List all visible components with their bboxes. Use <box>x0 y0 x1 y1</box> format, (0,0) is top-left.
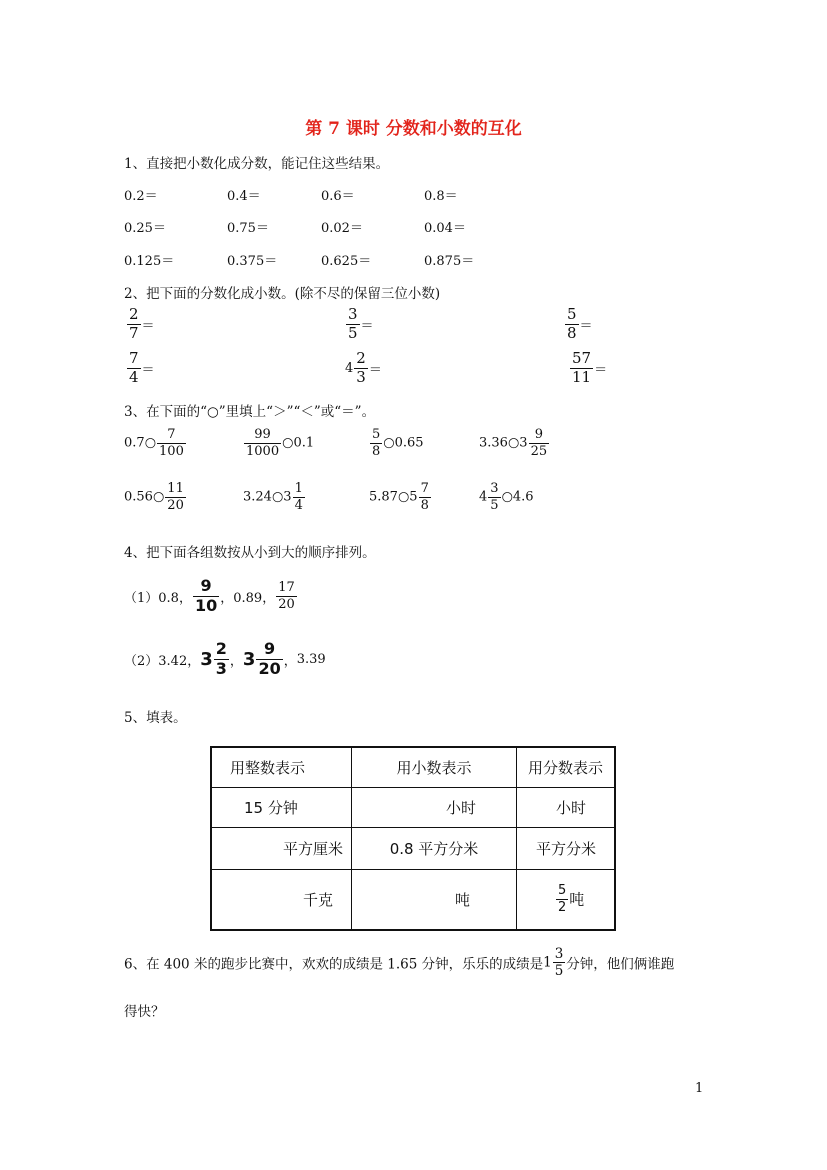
fraction: $\frac{9}{20}$ <box>258 639 281 678</box>
q5-prompt: 5、填表。 <box>124 710 187 726</box>
q1-item: 0.75＝ <box>227 221 269 236</box>
fraction: $\frac{5}{2}$ <box>558 883 567 915</box>
table-header: 用分数表示 <box>517 747 616 787</box>
page-title: 第 7 课时 分数和小数的互化 <box>305 119 522 139</box>
fraction: $\frac{7}{100}$ <box>159 427 184 459</box>
q3-prompt: 3、在下面的“○”里填上“＞”“＜”或“＝”。 <box>124 404 376 420</box>
fraction: $\frac{5}{8}$ <box>372 427 381 459</box>
fraction: $\frac{7}{4}$ <box>129 349 139 386</box>
q2-item: $\frac{57}{11}$ ＝ <box>572 349 608 386</box>
q1-item: 0.625＝ <box>321 254 372 269</box>
q3-item: 3.36○3 $\frac{9}{25}$ <box>479 427 548 459</box>
fraction: $\frac{57}{11}$ <box>572 349 592 386</box>
fraction: $\frac{5}{8}$ <box>567 305 577 342</box>
q3-item: 4 $\frac{3}{5}$ ○4.6 <box>479 481 534 513</box>
q2-item: $\frac{7}{4}$ ＝ <box>129 349 155 386</box>
fraction: $\frac{7}{8}$ <box>420 481 429 513</box>
fraction: $\frac{99}{1000}$ <box>246 427 280 459</box>
fraction: $\frac{9}{25}$ <box>530 427 548 459</box>
q2-item: $\frac{5}{8}$ ＝ <box>567 305 593 342</box>
table-cell: 吨 <box>352 869 517 930</box>
table-cell: 小时 <box>352 787 517 827</box>
q3-item: 0.7○ $\frac{7}{100}$ <box>124 427 184 459</box>
q3-item: $\frac{99}{1000}$ ○0.1 <box>246 427 315 459</box>
fraction: $\frac{2}{3}$ <box>356 349 366 386</box>
fraction: $\frac{3}{5}$ <box>490 481 499 513</box>
q1-item: 0.25＝ <box>124 221 166 236</box>
page-number: 1 <box>695 1081 704 1096</box>
q4-group-1: （1）0.8， $\frac{9}{10}$ ，0.89， $\frac{17}{20}$ <box>124 576 295 615</box>
q1-item: 0.2＝ <box>124 189 158 204</box>
fraction: $\frac{2}{7}$ <box>129 305 139 342</box>
table-cell: $\frac{5}{2}$ 吨 <box>517 869 616 930</box>
fraction: $\frac{3}{5}$ <box>554 946 564 980</box>
q4-group-2: （2）3.42，3 $\frac{2}{3}$ ，3 $\frac{9}{20}$ ，3.39 <box>124 639 326 678</box>
conversion-table <box>210 746 616 931</box>
q6-line-1: 6、在 400 米的跑步比赛中，欢欢的成绩是 1.65 分钟，乐乐的成绩是1 $\frac{3}{5}$ 分钟，他们俩谁跑 <box>124 946 675 980</box>
q1-prompt: 1、直接把小数化成分数，能记住这些结果。 <box>124 156 390 172</box>
q1-item: 0.04＝ <box>424 221 466 236</box>
q2-prompt: 2、把下面的分数化成小数。(除不尽的保留三位小数) <box>124 286 441 302</box>
table-header: 用小数表示 <box>352 747 517 787</box>
q2-item: 4 $\frac{2}{3}$ ＝ <box>345 349 382 386</box>
table-cell: 平方厘米 <box>211 827 352 869</box>
q1-item: 0.375＝ <box>227 254 278 269</box>
fraction: $\frac{3}{5}$ <box>348 305 358 342</box>
q3-item: 0.56○ $\frac{11}{20}$ <box>124 481 184 513</box>
table-row <box>211 787 615 827</box>
q3-item: 5.87○5 $\frac{7}{8}$ <box>369 481 429 513</box>
q2-item: $\frac{3}{5}$ ＝ <box>348 305 374 342</box>
fraction: $\frac{17}{20}$ <box>278 580 295 612</box>
q3-item: 3.24○3 $\frac{1}{4}$ <box>243 481 303 513</box>
table-cell: 千克 <box>211 869 352 930</box>
q6-line-2: 得快？ <box>124 1004 165 1020</box>
table-header-row <box>211 747 615 787</box>
table-cell: 小时 <box>517 787 616 827</box>
table-cell: 15 分钟 <box>211 787 352 827</box>
fraction: $\frac{11}{20}$ <box>167 481 184 513</box>
table-row <box>211 827 615 869</box>
q1-item: 0.125＝ <box>124 254 175 269</box>
table-header: 用整数表示 <box>211 747 352 787</box>
q4-prompt: 4、把下面各组数按从小到大的顺序排列。 <box>124 545 376 561</box>
q3-item: $\frac{5}{8}$ ○0.65 <box>372 427 424 459</box>
q1-item: 0.4＝ <box>227 189 261 204</box>
q1-item: 0.02＝ <box>321 221 363 236</box>
q1-item: 0.8＝ <box>424 189 458 204</box>
table-cell: 平方分米 <box>517 827 616 869</box>
fraction: $\frac{9}{10}$ <box>194 576 218 615</box>
fraction: $\frac{1}{4}$ <box>294 481 303 513</box>
q1-item: 0.875＝ <box>424 254 475 269</box>
table-row <box>211 869 615 930</box>
fraction: $\frac{2}{3}$ <box>215 639 227 678</box>
table-cell: 0.8 平方分米 <box>352 827 517 869</box>
q2-item: $\frac{2}{7}$ ＝ <box>129 305 155 342</box>
q1-item: 0.6＝ <box>321 189 355 204</box>
